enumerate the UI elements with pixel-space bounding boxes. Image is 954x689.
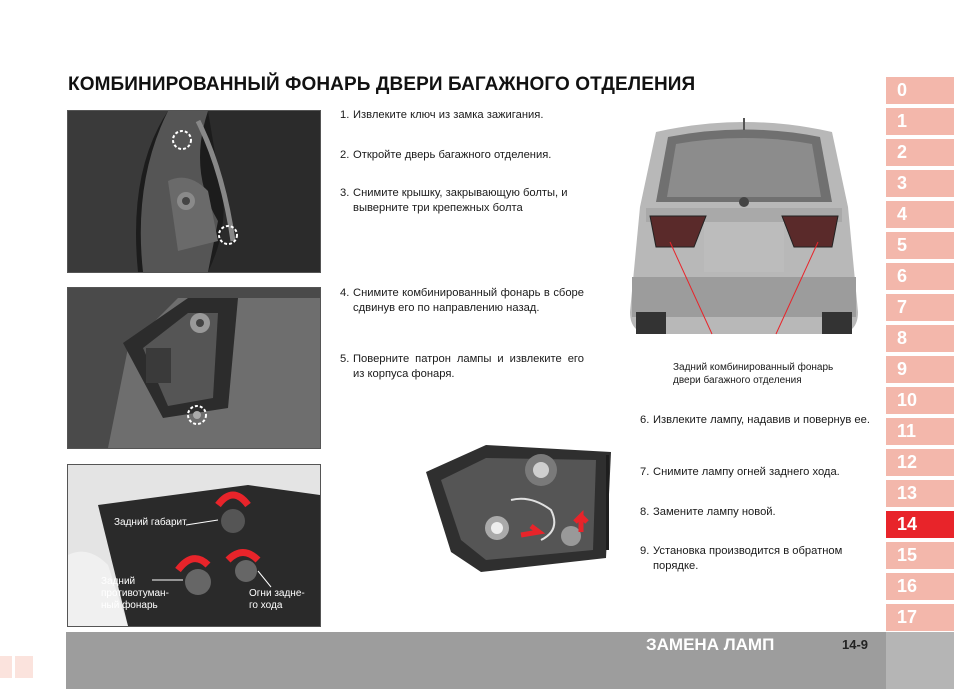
chapter-tab-15[interactable]: 15 bbox=[886, 542, 954, 569]
chapter-tab-4[interactable]: 4 bbox=[886, 201, 954, 228]
chapter-tab-10[interactable]: 10 bbox=[886, 387, 954, 414]
chapter-tab-14[interactable]: 14 bbox=[886, 511, 954, 538]
car-caption: Задний комбинированный фонарь двери багажного отделения bbox=[673, 362, 834, 386]
label-reverse-1: Огни задне- bbox=[249, 588, 305, 599]
chapter-tab-9[interactable]: 9 bbox=[886, 356, 954, 383]
corner-decoration bbox=[15, 656, 33, 678]
chapter-tab-11[interactable]: 11 bbox=[886, 418, 954, 445]
photo-lamp-assembly bbox=[421, 440, 614, 575]
page-number: 14-9 bbox=[842, 637, 869, 652]
chapter-tab-3[interactable]: 3 bbox=[886, 170, 954, 197]
chapter-tab-6[interactable]: 6 bbox=[886, 263, 954, 290]
label-side-light: Задний габарит bbox=[114, 517, 187, 528]
chapter-tab-16[interactable]: 16 bbox=[886, 573, 954, 600]
label-reverse-2: го хода bbox=[249, 600, 283, 611]
step-3: 3. Снимите крышку, закрывающую болты, и выверните три крепежных болта bbox=[340, 187, 568, 214]
footer-bar-right bbox=[886, 632, 954, 689]
chapter-tab-5[interactable]: 5 bbox=[886, 232, 954, 259]
step-6: 6. Извлеките лампу, надавив и повернув ее. bbox=[640, 414, 870, 426]
step-1: 1. Извлеките ключ из замка зажигания. bbox=[340, 109, 544, 121]
step-2: 2. Откройте дверь багажного отделения. bbox=[340, 149, 552, 161]
photo-trim-cover-bolts bbox=[67, 110, 321, 273]
photo-lamp-housing bbox=[67, 287, 321, 449]
step-5: 5. Поверните патрон лампы и извлеките его из корпуса фонаря. bbox=[340, 353, 584, 380]
label-fog-3: ный фонарь bbox=[101, 600, 158, 611]
corner-decoration bbox=[0, 656, 12, 678]
page-title: КОМБИНИРОВАННЫЙ ФОНАРЬ ДВЕРИ БАГАЖНОГО ОТДЕЛЕНИЯ bbox=[68, 74, 696, 95]
chapter-tab-0[interactable]: 0 bbox=[886, 77, 954, 104]
chapter-tab-12[interactable]: 12 bbox=[886, 449, 954, 476]
photo-bulb-sockets bbox=[67, 464, 321, 627]
car-rear-photo bbox=[626, 112, 862, 340]
chapter-tab-2[interactable]: 2 bbox=[886, 139, 954, 166]
chapter-tab-7[interactable]: 7 bbox=[886, 294, 954, 321]
footer-section-title: ЗАМЕНА ЛАМП bbox=[646, 635, 775, 654]
label-fog-2: противотуман- bbox=[101, 588, 169, 599]
label-fog-1: Задний bbox=[101, 576, 136, 587]
chapter-tab-13[interactable]: 13 bbox=[886, 480, 954, 507]
chapter-tab-1[interactable]: 1 bbox=[886, 108, 954, 135]
step-7: 7. Снимите лампу огней заднего хода. bbox=[640, 466, 840, 478]
step-4: 4. Снимите комбинированный фонарь в сборе сдвинув его по направлению назад. bbox=[340, 287, 584, 314]
chapter-tab-17[interactable]: 17 bbox=[886, 604, 954, 631]
step-9: 9. Установка производится в обратном порядке. bbox=[640, 545, 843, 572]
step-8: 8. Замените лампу новой. bbox=[640, 506, 776, 518]
chapter-tab-8[interactable]: 8 bbox=[886, 325, 954, 352]
